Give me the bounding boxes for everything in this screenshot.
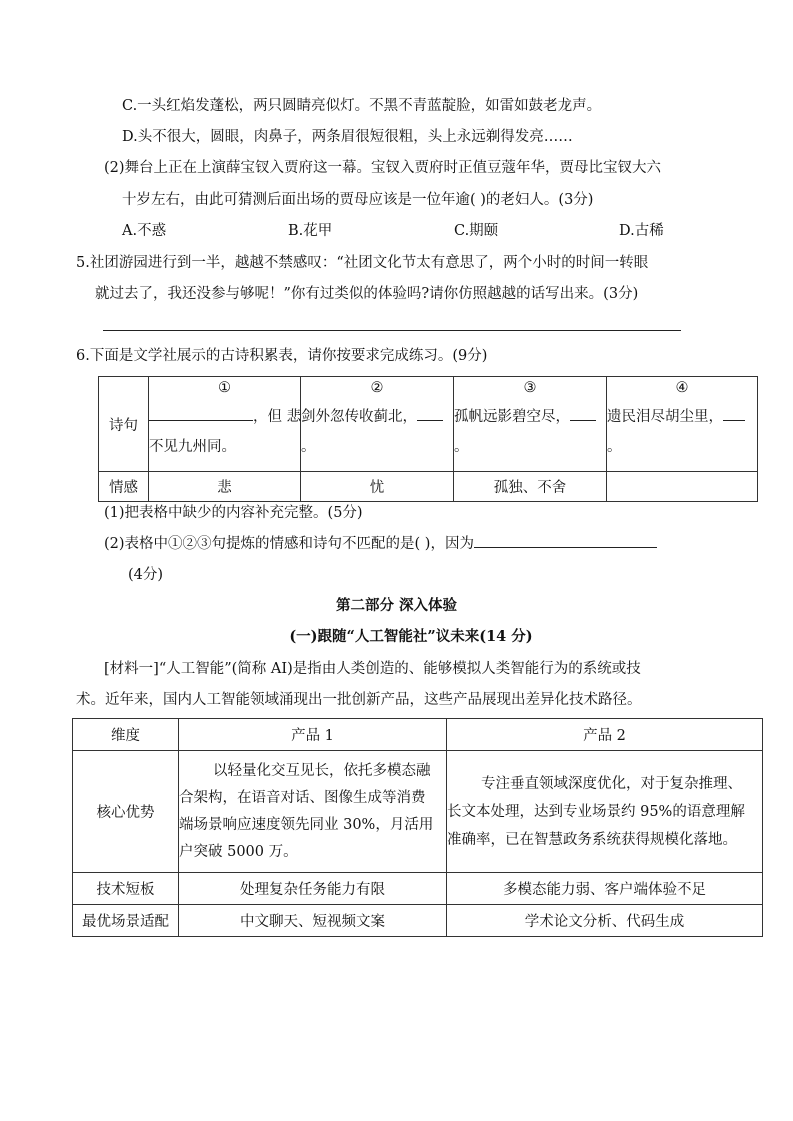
poem-cell-3 [454, 377, 607, 472]
q6-sub2 [104, 534, 657, 554]
header-dimension: 维度 [73, 719, 179, 751]
poem3-text-a: 孤帆远影碧空尽， [454, 409, 570, 425]
part2-heading: 第二部分 深入体验 [335, 597, 458, 614]
core-advantage-product2 [447, 751, 763, 873]
poem-table [98, 376, 758, 502]
p1-adv-line: 以轻量化交互见长，依托多模态融 [213, 762, 431, 779]
emotion-1: 悲 [149, 472, 301, 502]
emotion-2: 忧 [301, 472, 454, 502]
poem2-blank[interactable] [417, 420, 443, 421]
poem-num-4: ④ [675, 380, 689, 396]
p2-adv-line: 专注垂直领域深度优化，对于复杂推理、 [481, 775, 742, 792]
q4-2-option-b: B.花甲 [288, 223, 333, 239]
row-best-scenario: 最优场景适配 [73, 905, 179, 937]
emotion-3: 孤独、不舍 [454, 472, 607, 502]
poem-num-2: ② [370, 380, 384, 396]
poem-num-1: ① [218, 380, 231, 396]
poem3-blank[interactable] [570, 420, 596, 421]
q4-2-line2: 十岁左右，由此可猜测后面出场的贾母应该是一位年逾( )的老妇人。(3分) [122, 192, 594, 208]
q4-option-d: D.头不很大，圆眼，肉鼻子，两条眉很短很粗，头上永远剃得发亮…… [122, 129, 573, 145]
p1-adv-line: 端场景响应速度领先同业 30%，月活用 [179, 816, 434, 833]
q4-2-option-d: D.古稀 [619, 223, 664, 239]
row-tech-weakness: 技术短板 [73, 873, 179, 905]
q5-line1: 5.社团游园进行到一半，越越不禁感叹：“社团文化节太有意思了，两个小时的时间一转眼 [76, 255, 649, 271]
header-product1: 产品 1 [179, 719, 447, 751]
header-product2: 产品 2 [447, 719, 763, 751]
q6-title: 6.下面是文学社展示的古诗积累表，请你按要求完成练习。(9分) [76, 348, 488, 364]
poem-cell-4 [607, 377, 758, 472]
best-scenario-product2: 学术论文分析、代码生成 [447, 905, 763, 937]
poem3-text-b: 。 [454, 439, 469, 455]
emotion-row-header: 情感 [99, 472, 149, 502]
poem-row-header: 诗句 [99, 377, 149, 472]
emotion-4[interactable] [607, 472, 758, 502]
p2-adv-line: 准确率，已在智慧政务系统获得规模化落地。 [447, 831, 737, 848]
q6-sub2-text: (2)表格中①②③句提炼的情感和诗句不匹配的是( )，因为 [104, 536, 474, 552]
poem-cell-2 [301, 377, 454, 472]
poem4-text-a: 遗民泪尽胡尘里， [607, 409, 723, 425]
poem1-text-a: ，但 悲 [253, 409, 302, 425]
poem1-blank[interactable] [149, 420, 253, 421]
best-scenario-product1: 中文聊天、短视频文案 [179, 905, 447, 937]
q4-2-option-c: C.期颐 [454, 223, 499, 239]
q4-option-c: C.一头红焰发蓬松，两只圆睛亮似灯。不黑不青蓝靛脸，如雷如鼓老龙声。 [122, 98, 602, 114]
q4-2-option-a: A.不惑 [122, 223, 167, 239]
p1-adv-line: 合架构，在语音对话、图像生成等消费 [179, 789, 426, 806]
row-core-advantage: 核心优势 [73, 751, 179, 873]
section-title: (一)跟随“人工智能社”议未来(14 分) [289, 628, 533, 645]
q5-line2: 就过去了，我还没参与够呢！”你有过类似的体验吗?请你仿照越越的话写出来。(3分) [95, 286, 639, 302]
ai-products-table [72, 718, 763, 937]
poem2-text-a: 剑外忽传收蓟北， [301, 409, 417, 425]
q5-answer-line[interactable] [103, 330, 681, 331]
p1-adv-line: 户突破 5000 万。 [179, 843, 298, 860]
poem-cell-1 [149, 377, 301, 472]
q6-sub2-score: (4分) [128, 567, 164, 583]
p2-adv-line: 长文本处理，达到专业场景约 95%的语意理解 [447, 803, 745, 820]
core-advantage-product1 [179, 751, 447, 873]
material-line1: [材料一]“人工智能”(简称 AI)是指由人类创造的、能够模拟人类智能行为的系统或技 [104, 661, 641, 677]
poem1-text-b: 不见九州同。 [149, 439, 236, 455]
q6-sub2-blank[interactable] [474, 547, 657, 548]
poem-num-3: ③ [523, 380, 537, 396]
poem4-blank[interactable] [723, 420, 745, 421]
tech-weakness-product2: 多模态能力弱、客户端体验不足 [447, 873, 763, 905]
poem2-text-b: 。 [301, 439, 316, 455]
q4-2-line1: (2)舞台上正在上演薛宝钗入贾府这一幕。宝钗入贾府时正值豆蔻年华，贾母比宝钗大六 [104, 160, 662, 176]
q6-sub1: (1)把表格中缺少的内容补充完整。(5分) [104, 505, 363, 521]
material-line2: 术。近年来，国内人工智能领域涌现出一批创新产品，这些产品展现出差异化技术路径。 [76, 692, 642, 708]
poem4-text-b: 。 [607, 439, 622, 455]
tech-weakness-product1: 处理复杂任务能力有限 [179, 873, 447, 905]
